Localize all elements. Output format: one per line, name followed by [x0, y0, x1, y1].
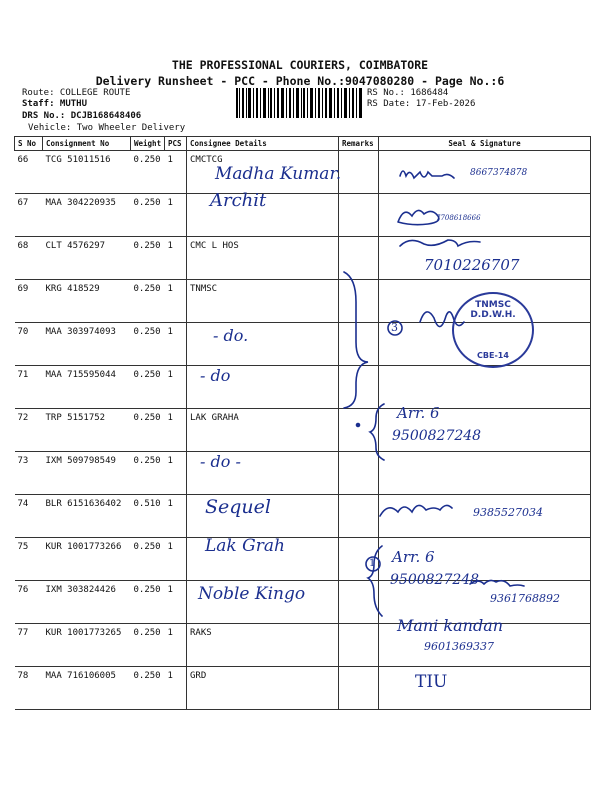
cell-consignment-no: KUR 1001773266 [43, 538, 131, 581]
col-header-consignment: Consignment No [43, 137, 131, 151]
handwritten-ditto-71: - do [200, 366, 231, 385]
cell-sno: 75 [15, 538, 43, 581]
handwritten-name-77: Mani kandan [397, 616, 504, 635]
cell-consignee-details: RAKS [187, 624, 339, 667]
handwritten-name-74: Sequel [205, 496, 271, 518]
cell-sno: 67 [15, 194, 43, 237]
handwritten-phone-74: 9385527034 [473, 506, 543, 519]
company-title: THE PROFESSIONAL COURIERS, COIMBATORE [171, 58, 429, 72]
handwritten-phone-66: 8667374878 [470, 168, 528, 178]
handwritten-sig-78: TIU [415, 672, 448, 692]
cell-consignment-no: IXM 303824426 [43, 581, 131, 624]
circled-number-1: 1 [369, 558, 376, 569]
circle-mark-3 [388, 321, 402, 335]
circled-number-3: 3 [391, 321, 398, 334]
col-header-consignee: Consignee Details [187, 137, 339, 151]
cell-weight: 0.250 [131, 667, 165, 710]
col-header-weight: Weight [131, 137, 165, 151]
brace-rows-72-73 [370, 404, 384, 460]
signature-scribble-66 [400, 171, 454, 178]
route-label: Route: COLLEGE ROUTE [22, 88, 131, 98]
cell-pcs: 1 [165, 495, 187, 538]
cell-consignment-no: MAA 303974093 [43, 323, 131, 366]
handwritten-phone-77: 9601369337 [424, 640, 494, 653]
handwritten-sig-76: 9361768892 [490, 592, 560, 605]
cell-consignment-no: MAA 715595044 [43, 366, 131, 409]
seal-stamp-top-text: TNMSC D.D.W.H. [470, 300, 516, 320]
signature-scribble-76 [470, 580, 524, 586]
cell-sno: 69 [15, 280, 43, 323]
drs-number: DRS No.: DCJB168648406 [22, 111, 142, 121]
staff-label: Staff: MUTHU [22, 99, 88, 109]
vehicle-label: Vehicle: Two Wheeler Delivery [28, 123, 186, 133]
handwritten-ditto-70: - do. [213, 326, 249, 345]
cell-pcs: 1 [165, 151, 187, 194]
cell-pcs: 1 [165, 366, 187, 409]
seal-stamp-bottom-text: CBE-14 [477, 351, 509, 360]
cell-pcs: 1 [165, 667, 187, 710]
cell-pcs: 1 [165, 409, 187, 452]
handwritten-ditto-73: - do - [200, 452, 241, 471]
signature-scribble-67 [398, 210, 439, 224]
cell-sno: 72 [15, 409, 43, 452]
cell-sno: 66 [15, 151, 43, 194]
cell-weight: 0.250 [131, 538, 165, 581]
col-header-remarks: Remarks [339, 137, 379, 151]
cell-consignment-no: CLT 4576297 [43, 237, 131, 280]
cell-consignment-no: MAA 304220935 [43, 194, 131, 237]
cell-weight: 0.250 [131, 323, 165, 366]
cell-consignee-details: TNMSC [187, 280, 339, 323]
cell-pcs: 1 [165, 280, 187, 323]
cell-sno: 78 [15, 667, 43, 710]
cell-sno: 70 [15, 323, 43, 366]
cell-sno: 71 [15, 366, 43, 409]
handwritten-phone-76: 9500827248 [390, 572, 480, 588]
handwritten-remark-75: Arr. 6 [392, 548, 435, 566]
cell-consignee-details: CMC L HOS [187, 237, 339, 280]
cell-pcs: 1 [165, 452, 187, 495]
cell-consignee-details: CMCTCG [187, 151, 339, 194]
rs-date: RS Date: 17-Feb-2026 [367, 99, 476, 109]
cell-consignment-no: KRG 418529 [43, 280, 131, 323]
cell-weight: 0.250 [131, 151, 165, 194]
signature-scribble-68 [400, 240, 480, 246]
cell-weight: 0.250 [131, 581, 165, 624]
runsheet-subtitle: Delivery Runsheet - PCC - Phone No.:9047080280 - Page No.:6 [95, 74, 505, 88]
handwritten-phone-68: 7010226707 [424, 256, 520, 274]
cell-sno: 77 [15, 624, 43, 667]
cell-sno: 76 [15, 581, 43, 624]
col-header-pcs: PCS [165, 137, 187, 151]
cell-sno: 68 [15, 237, 43, 280]
handwritten-name-66: Madha Kumar. [215, 164, 342, 184]
cell-consignment-no: TRP 5151752 [43, 409, 131, 452]
handwritten-name-76: Noble Kingo [198, 584, 306, 604]
handwritten-phone-67: 7708618666 [436, 214, 481, 222]
col-header-sno: S No [15, 137, 43, 151]
cell-consignment-no: IXM 509798549 [43, 452, 131, 495]
cell-consignee-details: LAK GRAHA [187, 409, 339, 452]
cell-pcs: 1 [165, 237, 187, 280]
cell-weight: 0.250 [131, 624, 165, 667]
cell-weight: 0.250 [131, 237, 165, 280]
cell-consignee-details: GRD [187, 667, 339, 710]
cell-pcs: 1 [165, 194, 187, 237]
handwritten-phone-72: 9500827248 [392, 428, 482, 444]
cell-consignment-no: TCG 51011516 [43, 151, 131, 194]
handwritten-remark-72: Arr. 6 [397, 404, 440, 422]
cell-weight: 0.250 [131, 366, 165, 409]
rs-number: RS No.: 1686484 [367, 88, 449, 98]
cell-weight: 0.250 [131, 409, 165, 452]
cell-consignment-no: KUR 1001773265 [43, 624, 131, 667]
dot-mark-72 [357, 424, 360, 427]
cell-pcs: 1 [165, 624, 187, 667]
cell-weight: 0.250 [131, 280, 165, 323]
cell-pcs: 1 [165, 538, 187, 581]
cell-pcs: 1 [165, 323, 187, 366]
cell-sno: 73 [15, 452, 43, 495]
cell-weight: 0.250 [131, 194, 165, 237]
cell-consignment-no: BLR 6151636402 [43, 495, 131, 538]
cell-consignment-no: MAA 716106005 [43, 667, 131, 710]
handwritten-name-67: Archit [210, 190, 267, 211]
cell-weight: 0.510 [131, 495, 165, 538]
signature-scribble-74 [380, 505, 452, 516]
cell-sno: 74 [15, 495, 43, 538]
seal-stamp [452, 292, 534, 368]
col-header-signature: Seal & Signature [379, 137, 591, 151]
brace-rows-69-71 [344, 272, 368, 408]
cell-pcs: 1 [165, 581, 187, 624]
handwritten-name-75: Lak Grah [205, 536, 285, 556]
cell-weight: 0.250 [131, 452, 165, 495]
